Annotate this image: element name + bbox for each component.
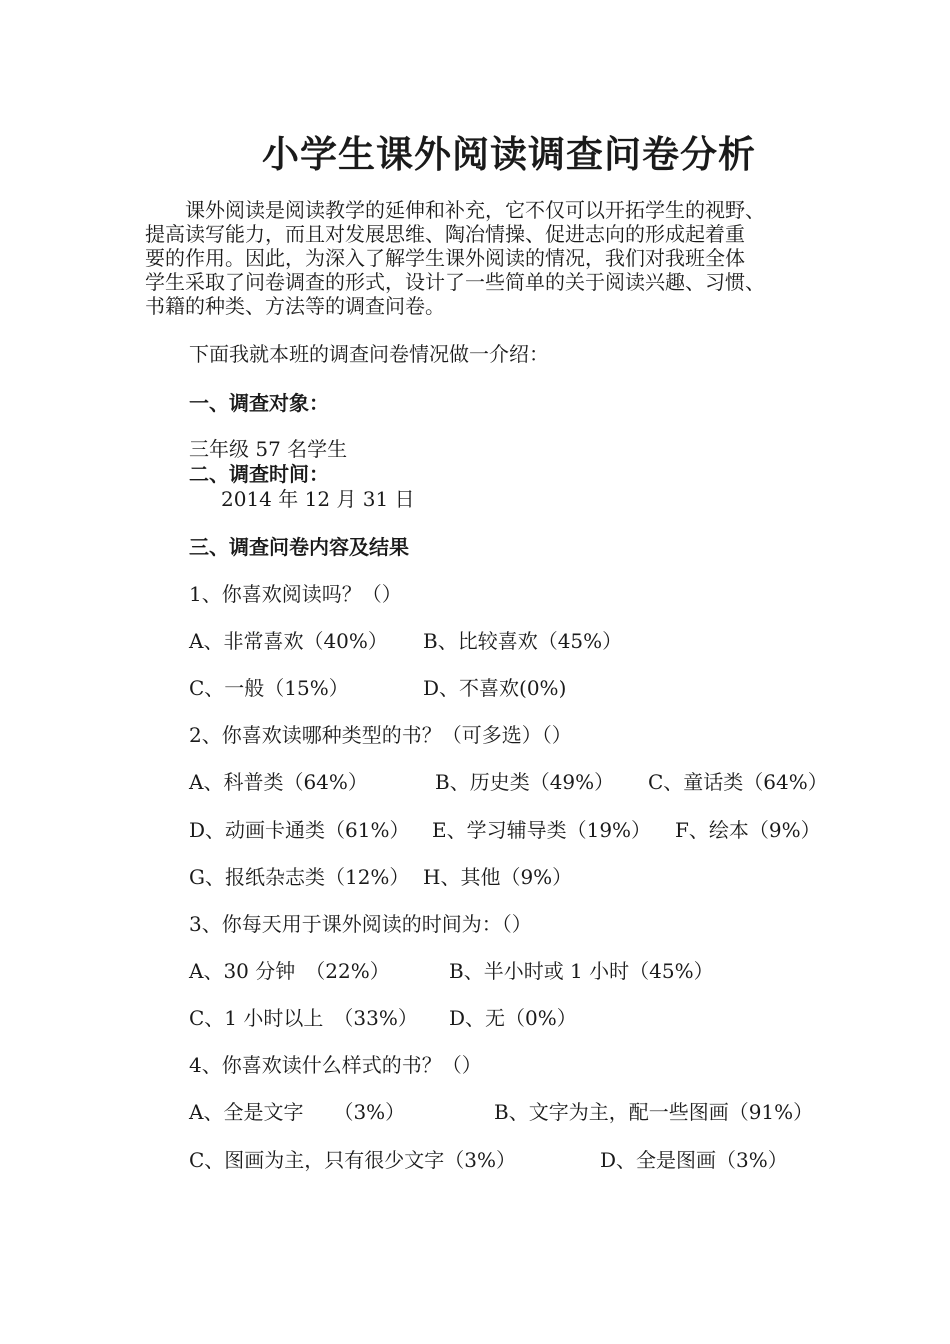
question-2: 2、你喜欢读哪种类型的书？（可多选）（） — [189, 723, 572, 747]
question-1: 1、你喜欢阅读吗？（） — [189, 582, 402, 606]
section-heading-time: 二、调查时间： — [189, 462, 329, 486]
lead-in-text: 下面我就本班的调查问卷情况做一介绍： — [189, 342, 549, 366]
answer-option: A、全是文字 （3%） — [189, 1100, 406, 1124]
answer-option: B、比较喜欢（45%） — [423, 629, 623, 653]
answer-option: A、非常喜欢（40%） — [189, 629, 388, 653]
answer-option: F、绘本（9%） — [675, 818, 821, 842]
intro-line: 提高读写能力，而且对发展思维、陶冶情操、促进志向的形成起着重 — [145, 222, 745, 246]
question-3: 3、你每天用于课外阅读的时间为：（） — [189, 912, 532, 936]
answer-option: C、童话类（64%） — [648, 770, 828, 794]
answer-option: B、文字为主，配一些图画（91%） — [494, 1100, 814, 1124]
answer-option: B、半小时或 1 小时（45%） — [449, 959, 714, 983]
document-title: 小学生课外阅读调查问卷分析 — [262, 132, 756, 176]
answer-option: A、科普类（64%） — [189, 770, 368, 794]
section-heading-content: 三、调查问卷内容及结果 — [189, 535, 409, 559]
answer-option: H、其他（9%） — [423, 865, 573, 889]
section-text-time: 2014 年 12 月 31 日 — [221, 487, 415, 511]
section-heading-subjects: 一、调查对象： — [189, 391, 329, 415]
answer-option: C、一般（15%） — [189, 676, 349, 700]
intro-line: 书籍的种类、方法等的调查问卷。 — [145, 294, 445, 318]
answer-option: C、1 小时以上 （33%） — [189, 1006, 418, 1030]
answer-option: A、30 分钟 （22%） — [189, 959, 390, 983]
answer-option: E、学习辅导类（19%） — [432, 818, 652, 842]
answer-option: C、图画为主，只有很少文字（3%） — [189, 1148, 517, 1172]
answer-option: D、不喜欢(0%) — [423, 676, 567, 700]
section-text-subjects: 三年级 57 名学生 — [189, 437, 348, 461]
answer-option: D、全是图画（3%） — [600, 1148, 788, 1172]
intro-line: 课外阅读是阅读教学的延伸和补充，它不仅可以开拓学生的视野、 — [145, 198, 765, 222]
answer-option: B、历史类（49%） — [435, 770, 615, 794]
question-4: 4、你喜欢读什么样式的书？（） — [189, 1053, 482, 1077]
answer-option: D、无（0%） — [449, 1006, 577, 1030]
intro-line: 学生采取了问卷调查的形式，设计了一些简单的关于阅读兴趣、习惯、 — [145, 270, 765, 294]
intro-line: 要的作用。因此，为深入了解学生课外阅读的情况，我们对我班全体 — [145, 246, 745, 270]
answer-option: D、动画卡通类（61%） — [189, 818, 410, 842]
answer-option: G、报纸杂志类（12%） — [189, 865, 410, 889]
